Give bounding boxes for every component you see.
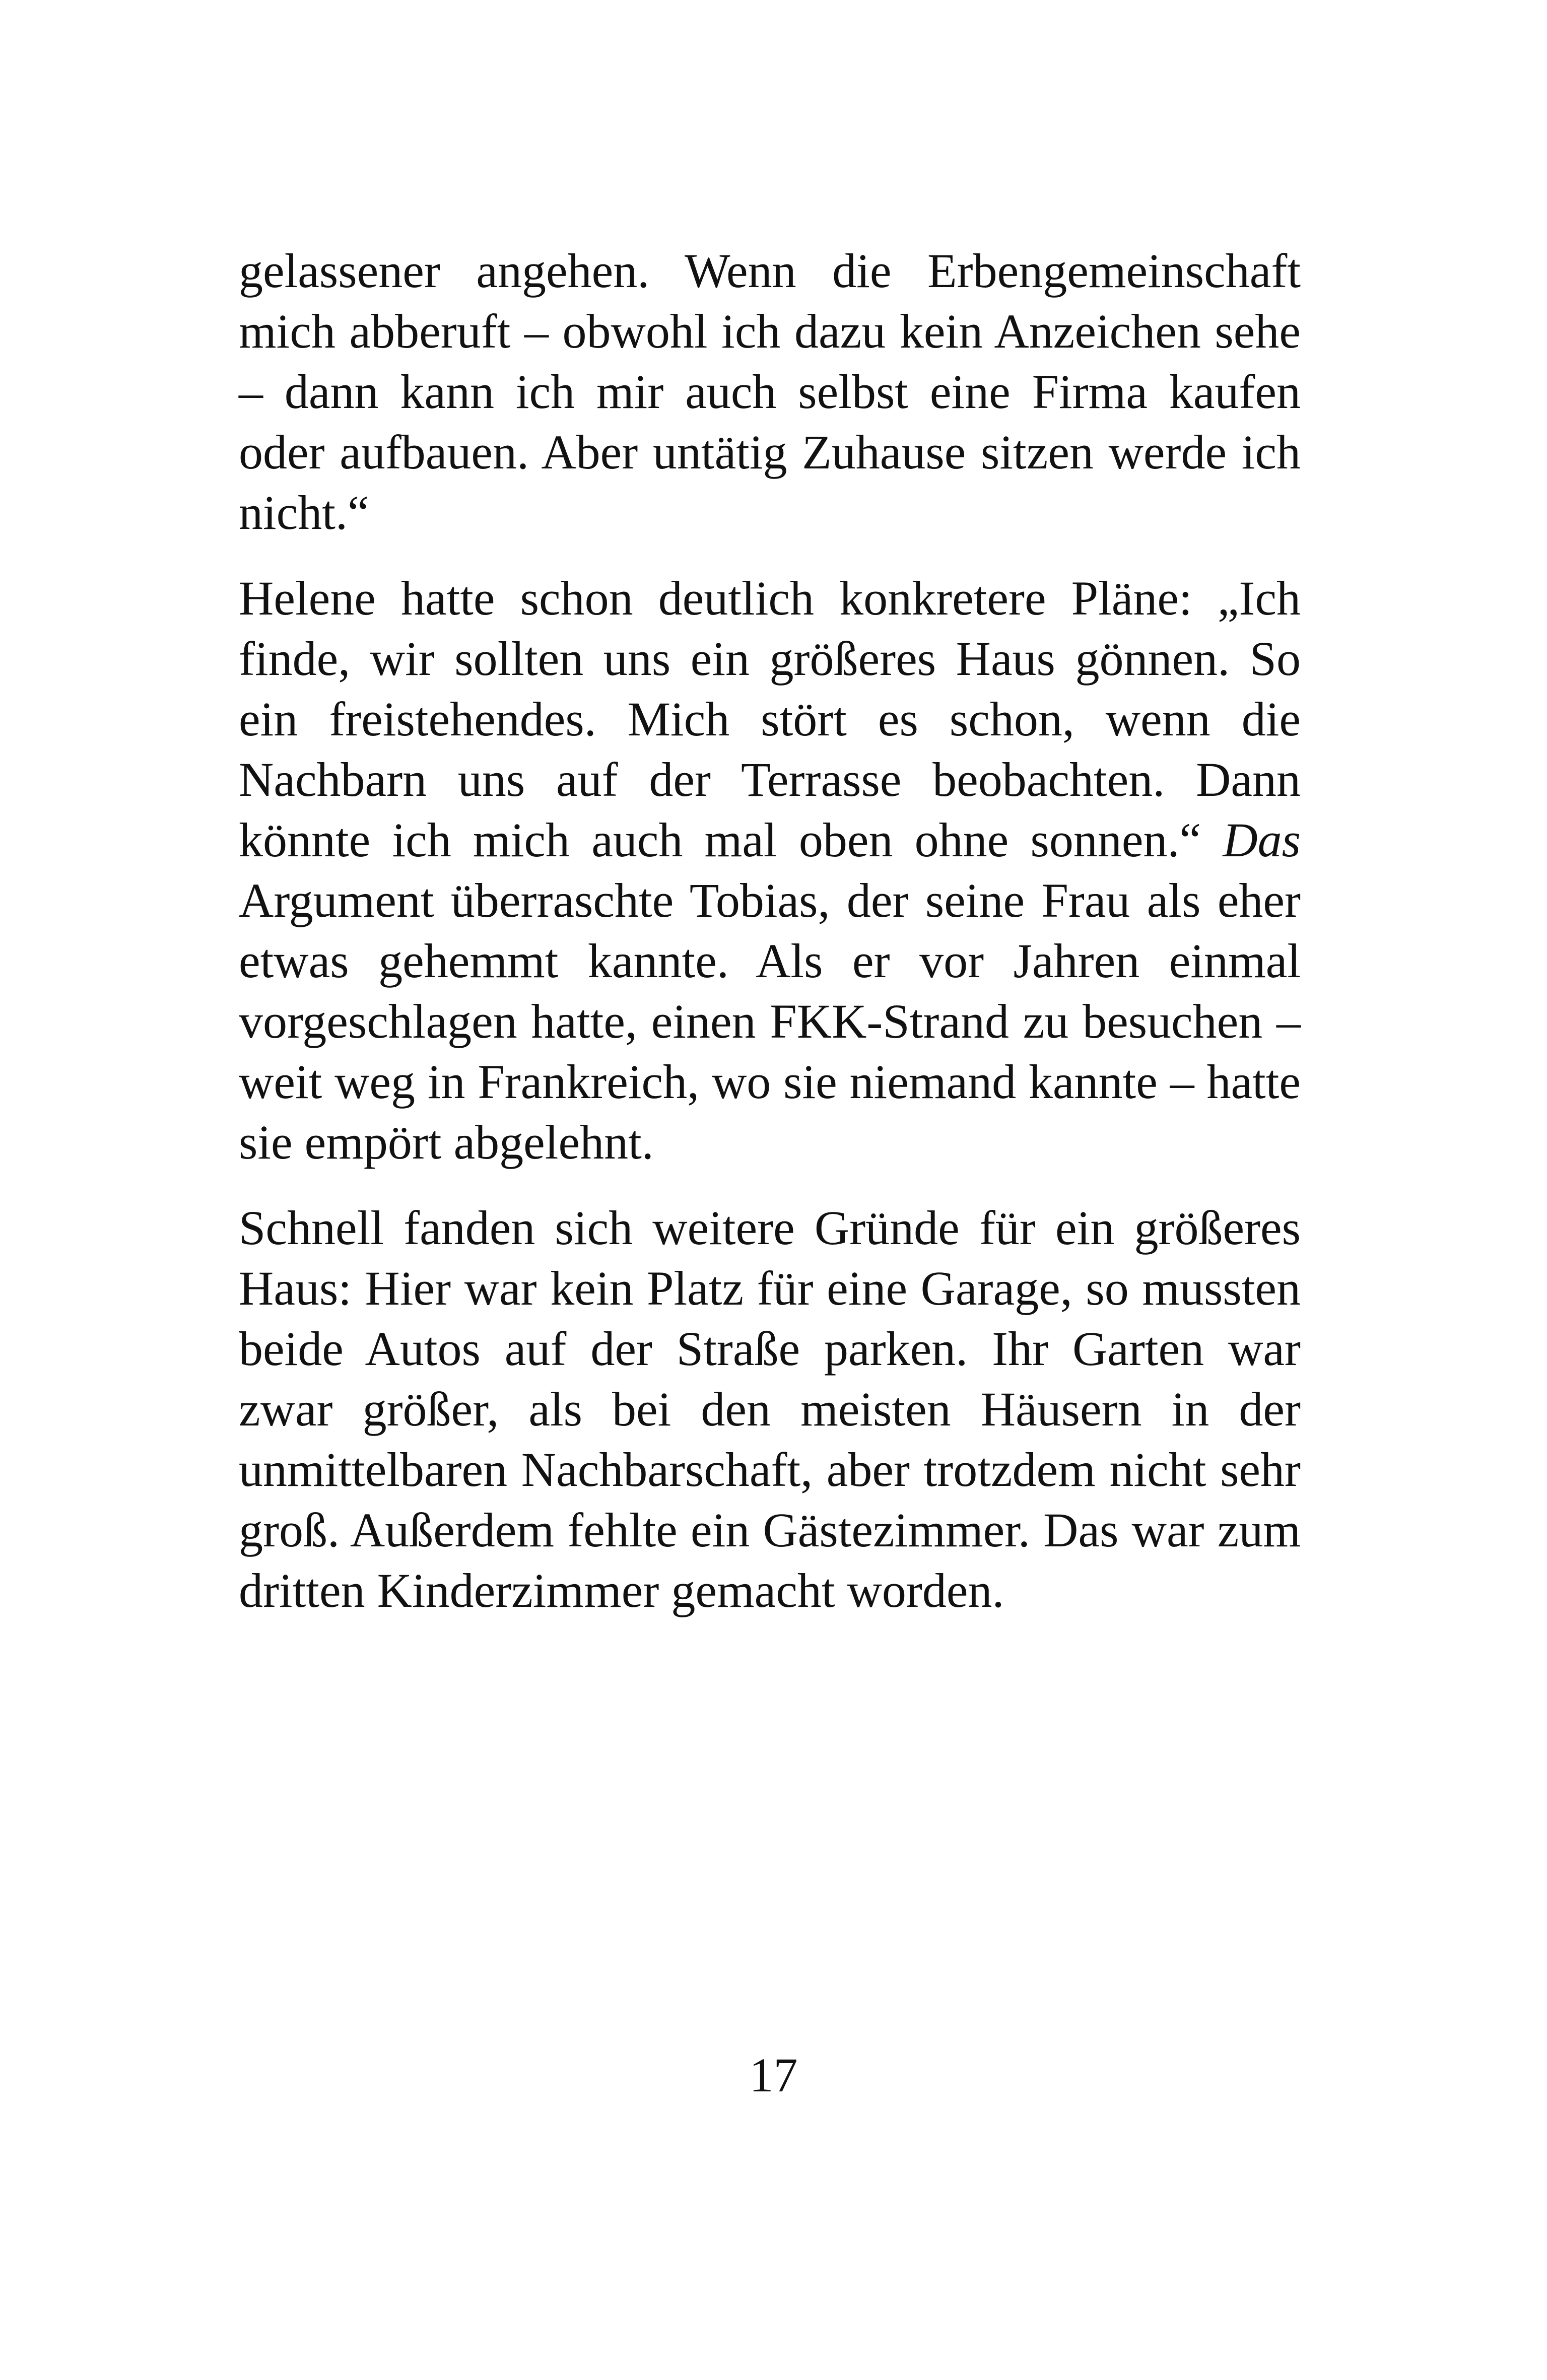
body-text bbox=[239, 241, 1301, 1646]
paragraph-3 bbox=[239, 1198, 1301, 1621]
paragraph-2 bbox=[239, 568, 1301, 1173]
paragraph-1 bbox=[239, 241, 1301, 543]
paragraph-2-continuation: Argument überraschte Tobias, der seine Frau als eher etwas gehemmt kannte. Als er vor Jahren einmal vorgeschlagen hatte, einen FKK-Strand zu besuchen – weit weg in Frankreich, wo sie niemand kannte – hatte sie empört abgelehnt. bbox=[239, 873, 1301, 1169]
paragraph-3-text: Schnell fanden sich weitere Gründe für ein größeres Haus: Hier war kein Platz für eine Garage, so mussten beide Autos auf der Straße parken. Ihr Garten war zwar größer, als bei den meisten Häusern in der unmittelbaren Nachbarschaft, aber trotzdem nicht sehr groß. Außerdem fehlte ein Gästezimmer. Das war zum dritten Kinderzimmer gemacht worden. bbox=[239, 1201, 1301, 1617]
page-number: 17 bbox=[749, 2048, 798, 2102]
paragraph-2-italic-word: Das bbox=[1223, 813, 1301, 867]
paragraph-1-text: gelassener angehen. Wenn die Erbengemeinschaft mich abberuft – obwohl ich dazu kein Anzeichen sehe – dann kann ich mir auch selbst eine Firma kaufen oder aufbauen. Aber untätig Zuhause sitzen werde ich nicht.“ bbox=[239, 244, 1301, 539]
paragraph-2-text: Helene hatte schon deutlich konkretere Pläne: „Ich finde, wir sollten uns ein größeres Haus gönnen. So ein freistehendes. Mich stört es schon, wenn die Nachbarn uns auf der Terrasse beobachten. Dann könnte ich mich auch mal oben ohne sonnen.“ bbox=[239, 571, 1301, 867]
